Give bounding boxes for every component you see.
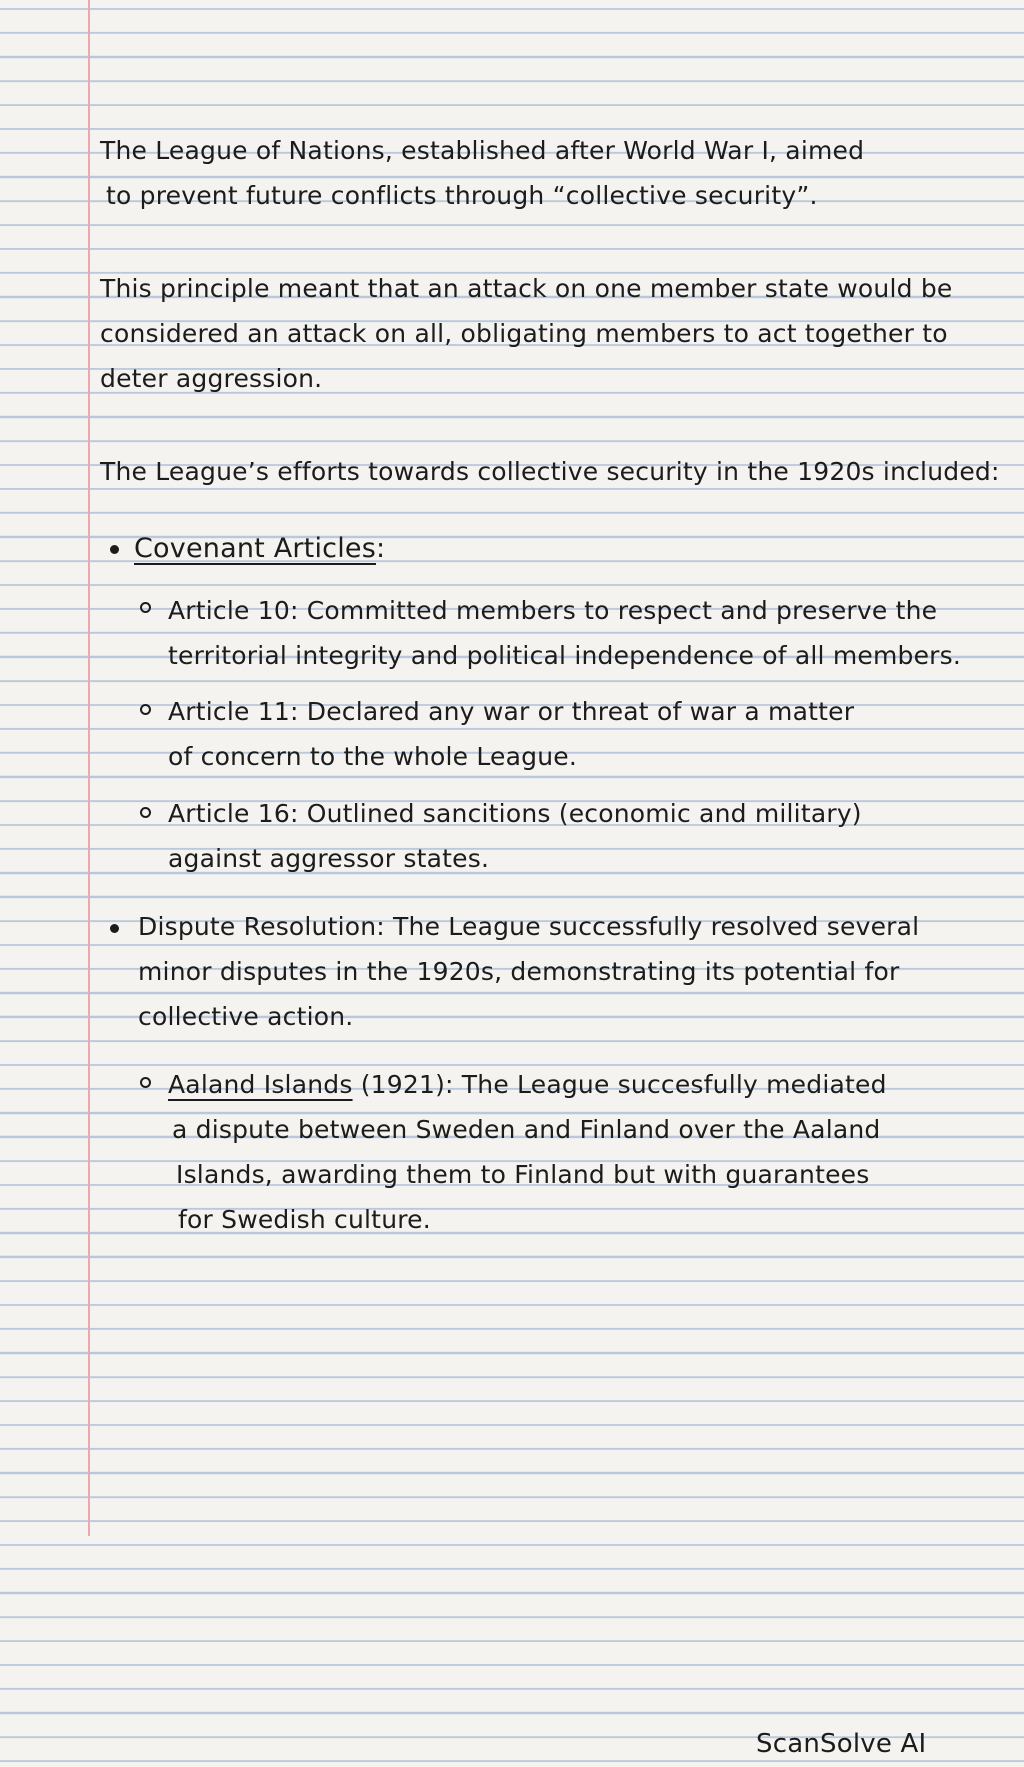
bullet-article-10 [140, 602, 151, 613]
intro-paragraph [100, 128, 864, 218]
article-11-text-1: Declared any war or threat of war a matter [298, 697, 855, 726]
dispute-line-1: Dispute Resolution: The League successfully resolved several [138, 912, 920, 941]
aaland-text-1: (1921): The League succesfully mediated [352, 1070, 887, 1099]
article-11-line-1 [168, 689, 854, 734]
aaland-islands-item [168, 1062, 887, 1242]
intro-line-2: to prevent future conflicts through “collective security”. [106, 181, 818, 210]
covenant-heading: Covenant Articles [134, 533, 376, 564]
dispute-line-3: collective action. [138, 1002, 354, 1031]
aaland-label: Aaland Islands [168, 1070, 353, 1099]
principle-paragraph [100, 266, 953, 401]
article-11-item [168, 689, 854, 779]
article-10-label: Article 10: [168, 596, 299, 625]
principle-line-1: This principle meant that an attack on one member state would be [100, 274, 953, 303]
article-10-line-2: territorial integrity and political independence of all members. [168, 641, 962, 670]
article-10-item [168, 588, 961, 678]
aaland-line-4: for Swedish culture. [178, 1205, 431, 1234]
article-10-line-1 [168, 588, 961, 633]
article-11-line-2: of concern to the whole League. [168, 742, 577, 771]
bullet-article-16 [140, 807, 151, 818]
article-16-text-1: Outlined sancitions (economic and military) [298, 799, 862, 828]
aaland-line-2: a dispute between Sweden and Finland over the Aaland [172, 1115, 881, 1144]
dispute-resolution-item [138, 904, 919, 1039]
intro-line-1: The League of Nations, established after World War I, aimed [100, 136, 865, 165]
article-11-label: Article 11: [168, 697, 299, 726]
bullet-covenant [110, 545, 119, 554]
article-10-text-1: Committed members to respect and preserve the [298, 596, 938, 625]
article-16-line-1 [168, 791, 862, 836]
footer-brand: ScanSolve AI [756, 1729, 927, 1759]
aaland-line-3: Islands, awarding them to Finland but with guarantees [176, 1160, 870, 1189]
principle-line-2: considered an attack on all, obligating members to act together to [100, 319, 948, 348]
principle-line-3: deter aggression. [100, 364, 323, 393]
efforts-heading: The League’s efforts towards collective security in the 1920s included: [100, 457, 1000, 486]
article-16-item [168, 791, 862, 881]
article-16-label: Article 16: [168, 799, 299, 828]
dispute-line-2: minor disputes in the 1920s, demonstrating its potential for [138, 957, 900, 986]
bullet-dispute-resolution [110, 924, 119, 933]
covenant-heading-line [134, 526, 385, 571]
bullet-article-11 [140, 704, 151, 715]
aaland-line-1 [168, 1062, 887, 1107]
article-16-line-2: against aggressor states. [168, 844, 490, 873]
covenant-heading-colon: : [375, 533, 386, 564]
bullet-aaland-islands [140, 1077, 151, 1088]
